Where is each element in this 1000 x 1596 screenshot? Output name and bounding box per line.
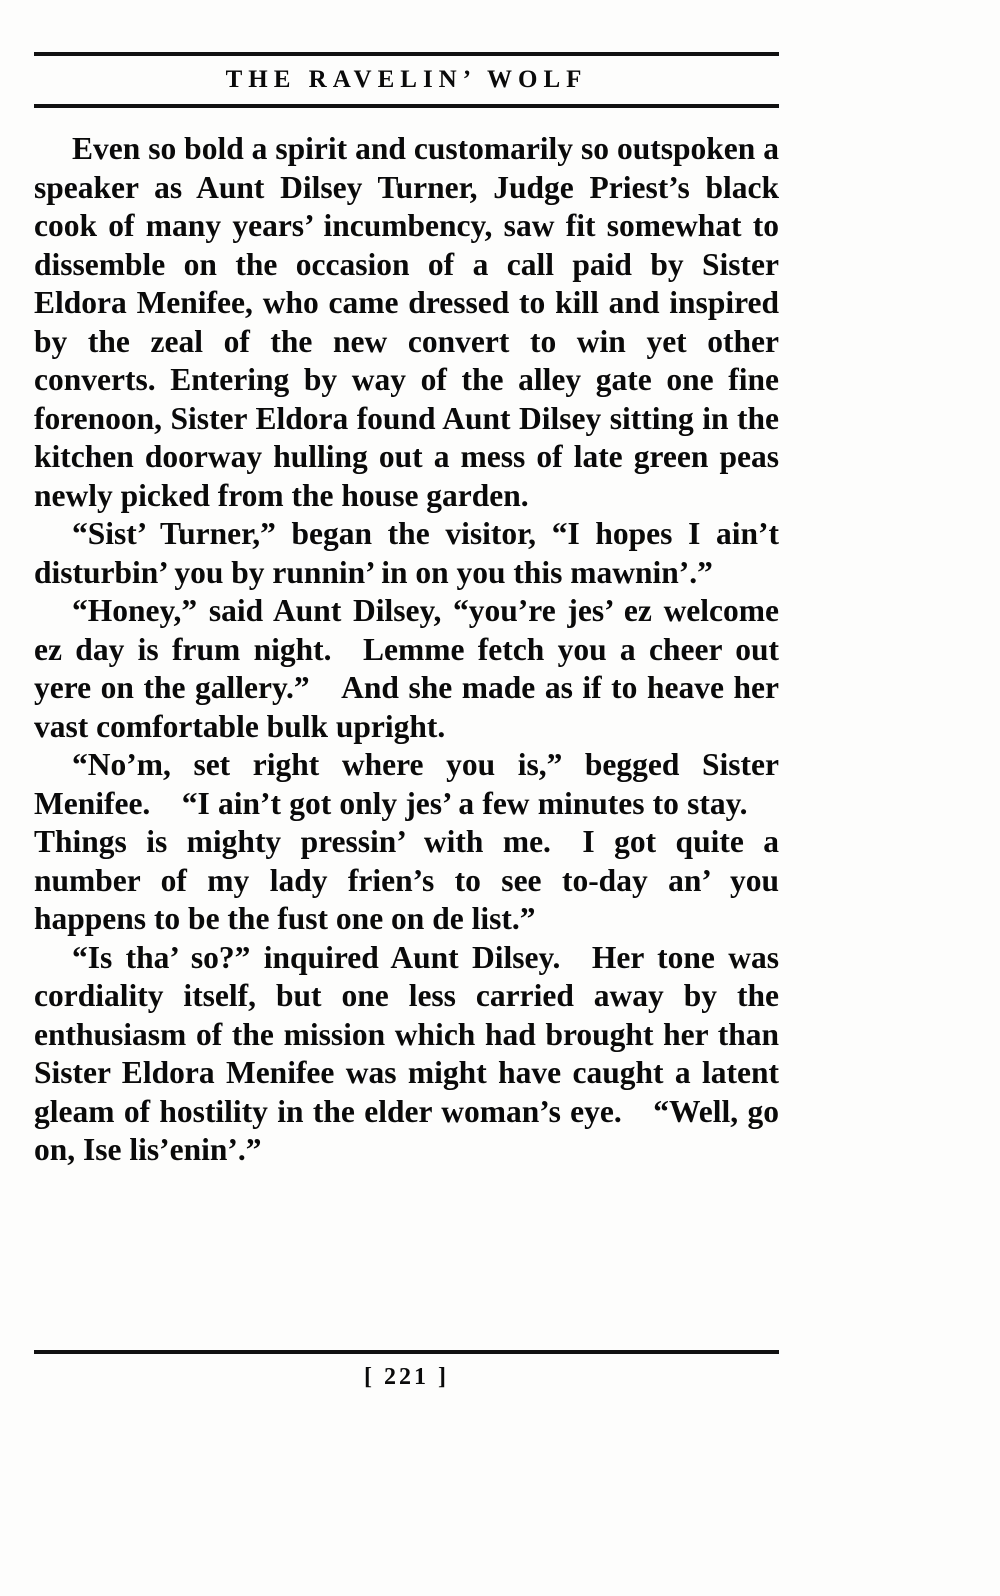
paragraph: “Is tha’ so?” inquired Aunt Dilsey. Her tone was cordiality itself, but one less carried away by the enthusiasm of the mission which had brought her than Sister Eldora Menifee was might have caught a latent gleam of hostility in the elder woman’s eye. “Well, go on, Ise lis’enin’.” bbox=[34, 939, 779, 1167]
paragraph: Even so bold a spirit and customarily so outspoken a speaker as Aunt Dilsey Turner, Judge Priest’s black cook of many years’ incumbency, saw fit somewhat to dissemble on the occasion of a call paid by Sister Eldora Menifee, who came dressed to kill and inspired by the zeal of the new convert to win yet other converts. Entering by way of the alley gate one fine forenoon, Sister Eldora found Aunt Dilsey sitting in the kitchen doorway hulling out a mess of late green peas newly picked from the house garden. bbox=[34, 131, 779, 513]
page-content bbox=[34, 52, 779, 1170]
page-number: [ 221 ] bbox=[364, 1364, 449, 1390]
header-rule-bottom bbox=[34, 104, 779, 108]
running-head: THE RAVELIN’ WOLF bbox=[225, 66, 588, 93]
page-footer bbox=[34, 1350, 779, 1391]
paragraph: “No’m, set right where you is,” begged Sister Menifee. “I ain’t got only jes’ a few minutes to stay. Things is mighty pressin’ with me. I got quite a number of my lady frien’s to see to-day an’ you happens to be the fust one on de list.” bbox=[34, 747, 779, 936]
paragraph: “Honey,” said Aunt Dilsey, “you’re jes’ ez welcome ez day is frum night. Lemme fetch you a cheer out yere on the gallery.” And she made as if to heave her vast comfortable bulk upright. bbox=[34, 593, 779, 744]
paragraph: “Sist’ Turner,” began the visitor, “I hopes I ain’t disturbin’ you by runnin’ in on you this mawnin’.” bbox=[34, 516, 779, 590]
body-text bbox=[34, 130, 779, 1170]
